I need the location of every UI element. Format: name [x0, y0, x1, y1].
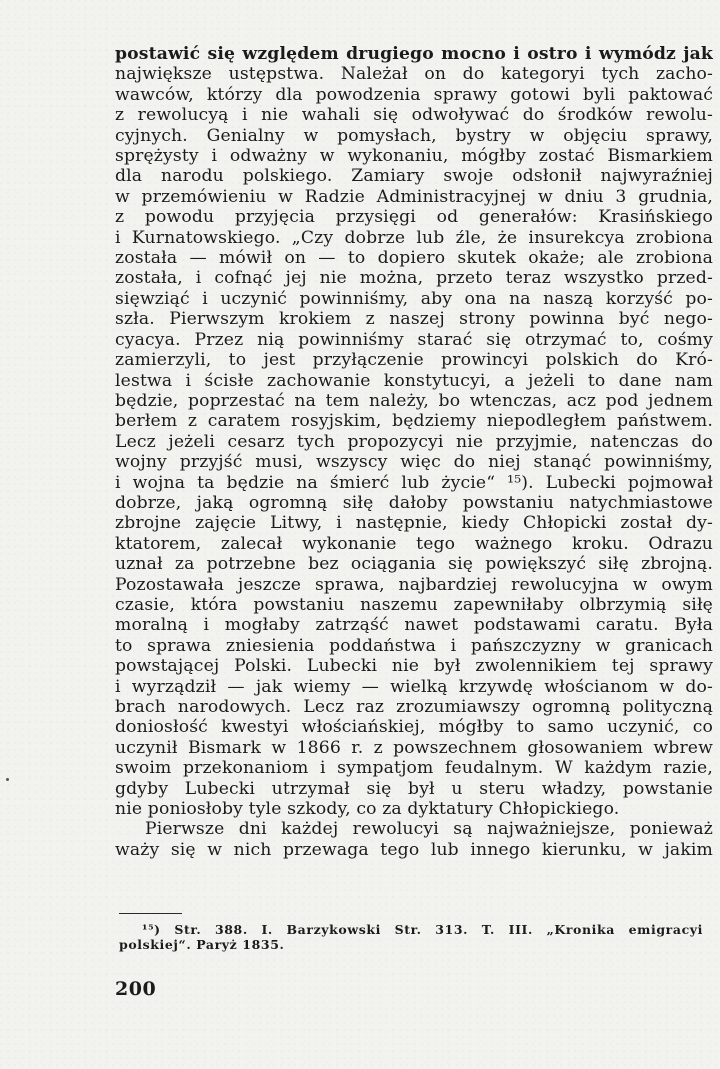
paragraph-1 — [115, 44, 713, 819]
text-line: waży się w nich przewaga tego lub innego kierunku, w jakim — [115, 839, 713, 860]
text-line: postawić się względem drugiego mocno i ostro i wymódz jak — [115, 44, 713, 64]
text-line: w przemówieniu w Radzie Administracyjnej w dniu 3 grudnia, — [115, 186, 713, 207]
text-line: zbrojne zajęcie Litwy, i następnie, kiedy Chłopicki został dy- — [115, 513, 713, 534]
text-line: Lecz jeżeli cesarz tych propozycyi nie przyjmie, natenczas do — [115, 431, 713, 452]
footnote-rule — [119, 913, 182, 914]
text-line: uczynił Bismark w 1866 r. z powszechnem głosowaniem wbrew — [115, 737, 713, 758]
footnote-line-1: ¹⁵) Str. 388. I. Barzykowski Str. 313. T. III. „Kronika emigracyi — [142, 922, 703, 937]
text-line: z powodu przyjęcia przysięgi od generałów: Krasińskiego — [115, 207, 713, 228]
body-text — [115, 44, 713, 860]
text-line: zamierzyli, to jest przyłączenie prowincyi polskich do Kró- — [115, 350, 713, 371]
text-line: wojny przyjść musi, wszyscy więc do niej stanąć powinniśmy, — [115, 452, 713, 473]
footnote-line-2: polskiej“. Paryż 1835. — [119, 937, 285, 952]
text-line: i wyrządził — jak wiemy — wielką krzywdę włościanom w do- — [115, 676, 713, 697]
text-line: cyacya. Przez nią powinniśmy starać się otrzymać to, cośmy — [115, 329, 713, 350]
text-line: berłem z caratem rosyjskim, będziemy niepodległem państwem. — [115, 411, 713, 432]
paragraph-2 — [115, 819, 713, 860]
text-line: dla narodu polskiego. Zamiary swoje odsłonił najwyraźniej — [115, 166, 713, 187]
text-line: największe ustępstwa. Należał on do kategoryi tych zacho- — [115, 64, 713, 85]
text-line: wawców, którzy dla powodzenia sprawy gotowi byli paktować — [115, 84, 713, 105]
text-line: lestwa i ścisłe zachowanie konstytucyi, a jeżeli to dane nam — [115, 370, 713, 391]
text-line: została, i cofnąć jej nie można, przeto teraz wszystko przed- — [115, 268, 713, 289]
page-number: 200 — [115, 978, 157, 1000]
footnote — [119, 922, 703, 952]
text-line: moralną i mogłaby zatrząść nawet podstawami caratu. Była — [115, 615, 713, 636]
text-line: gdyby Lubecki utrzymał się był u steru władzy, powstanie — [115, 778, 713, 799]
text-line: Pierwsze dni każdej rewolucyi są najważniejsze, ponieważ — [145, 819, 713, 840]
text-line: Pozostawała jeszcze sprawa, najbardziej rewolucyjna w owym — [115, 574, 713, 595]
text-line: to sprawa zniesienia poddaństwa i pańszczyzny w granicach — [115, 635, 713, 656]
text-line: uznał za potrzebne bez ociągania się powiększyć siłę zbrojną. — [115, 554, 713, 575]
text-line: doniosłość kwestyi włościańskiej, mógłby to samo uczynić, co — [115, 717, 713, 738]
text-line: czasie, która powstaniu naszemu zapewniłaby olbrzymią siłę — [115, 594, 713, 615]
text-line: i Kurnatowskiego. „Czy dobrze lub źle, że insurekcya zrobiona — [115, 227, 713, 248]
text-line: i wojna ta będzie na śmierć lub życie“ ¹⁵). Lubecki pojmował — [115, 472, 713, 493]
text-line: dobrze, jaką ogromną siłę dałoby powstaniu natychmiastowe — [115, 492, 713, 513]
text-line: szła. Pierwszym krokiem z naszej strony powinna być nego- — [115, 309, 713, 330]
text-line: została — mówił on — to dopiero skutek okaże; ale zrobiona — [115, 248, 713, 269]
ink-speck — [6, 778, 9, 781]
text-line: brach narodowych. Lecz raz zrozumiawszy ogromną polityczną — [115, 697, 713, 717]
text-line: sięwziąć i uczynić powinniśmy, aby ona na naszą korzyść po- — [115, 288, 713, 309]
text-line: swoim przekonaniom i sympatjom feudalnym. W każdym razie, — [115, 758, 713, 779]
text-line: z rewolucyą i nie wahali się odwoływać do środków rewolu- — [115, 105, 713, 126]
text-line: nie poniosłoby tyle szkody, co za dyktatury Chłopickiego. — [115, 799, 620, 820]
text-line: ktatorem, zalecał wykonanie tego ważnego kroku. Odrazu — [115, 533, 713, 554]
text-line: powstającej Polski. Lubecki nie był zwolennikiem tej sprawy — [115, 656, 713, 677]
text-line: cyjnych. Genialny w pomysłach, bystry w objęciu sprawy, — [115, 125, 713, 146]
text-line: będzie, poprzestać na tem należy, bo wtenczas, acz pod jednem — [115, 390, 713, 411]
text-line: sprężysty i odważny w wykonaniu, mógłby zostać Bismarkiem — [115, 146, 713, 167]
